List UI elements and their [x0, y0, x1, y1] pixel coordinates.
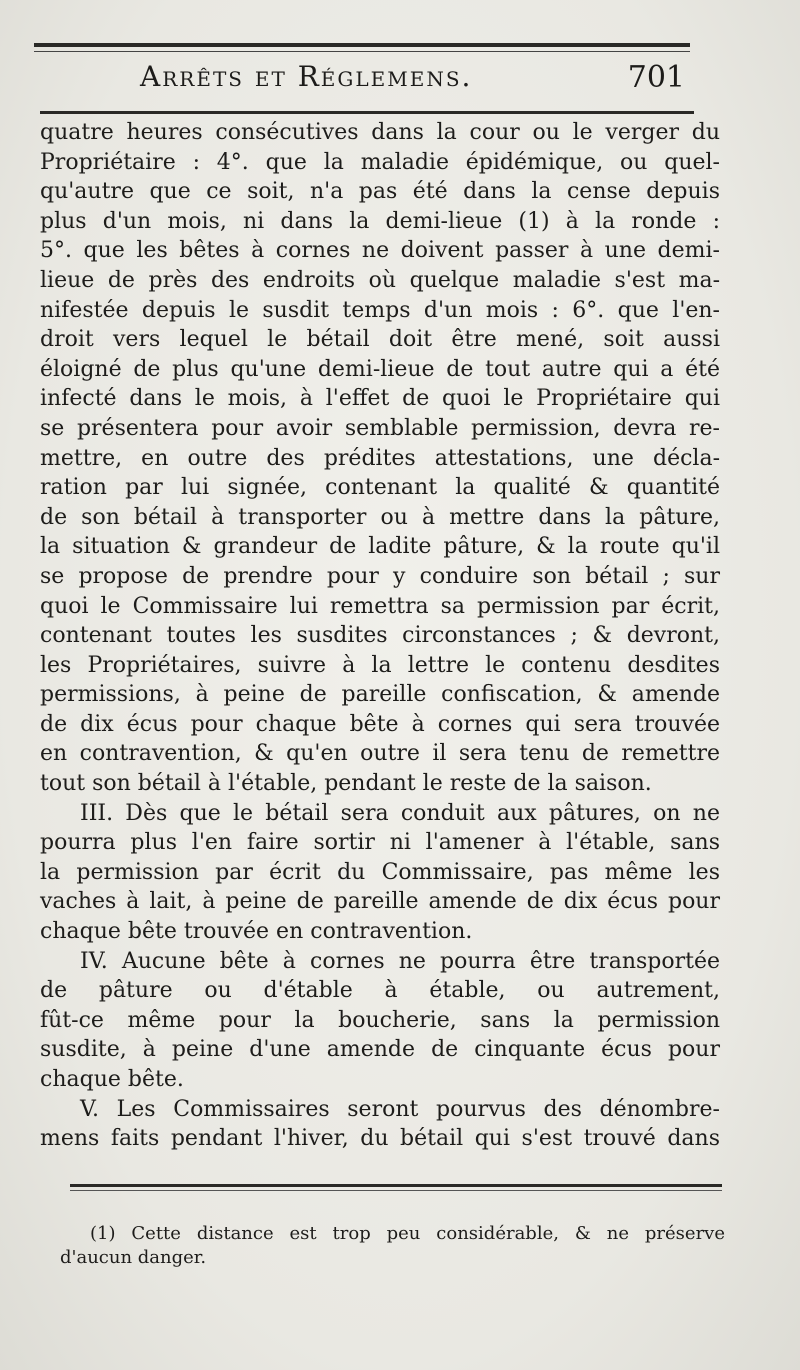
top-rule: [34, 43, 690, 47]
body-line: susdite, à peine d'une amende de cinquante écus pour: [40, 1037, 720, 1063]
body-line: plus d'un mois, ni dans la demi-lieue (1) à la ronde :: [40, 208, 720, 234]
footnote-line: d'aucun danger.: [60, 1247, 207, 1268]
running-head: Arrêts et Réglemens.: [140, 60, 473, 93]
footnote: [60, 1222, 725, 1270]
body-line: la permission par écrit du Commissaire, pas même les: [40, 859, 720, 885]
body-line: 5°. que les bêtes à cornes ne doivent passer à une demi-: [40, 238, 720, 264]
footnote-line: (1) Cette distance est trop peu considérable, & ne préserve: [90, 1223, 725, 1244]
page-number: 701: [627, 60, 685, 95]
body-line: nifestée depuis le susdit temps d'un mois : 6°. que l'en-: [40, 297, 720, 323]
body-line: fût-ce même pour la boucherie, sans la permission: [40, 1007, 720, 1033]
body-line: tout son bétail à l'étable, pendant le reste de la saison.: [40, 771, 652, 797]
body-line: en contravention, & qu'en outre il sera tenu de remettre: [40, 741, 720, 767]
body-line: lieue de près des endroits où quelque maladie s'est ma-: [40, 267, 720, 293]
body-line: mettre, en outre des prédites attestations, une décla-: [40, 445, 720, 471]
body-line: éloigné de plus qu'une demi-lieue de tout autre qui a été: [40, 356, 720, 382]
body-line: droit vers lequel le bétail doit être mené, soit aussi: [40, 327, 720, 353]
body-line: IV. Aucune bête à cornes ne pourra être transportée: [80, 948, 720, 974]
body-line: infecté dans le mois, à l'effet de quoi le Propriétaire qui: [40, 386, 720, 412]
body-line: ration par lui signée, contenant la qualité & quantité: [40, 475, 720, 501]
body-line: mens faits pendant l'hiver, du bétail qui s'est trouvé dans: [40, 1126, 720, 1152]
body-line: pourra plus l'en faire sortir ni l'amener à l'étable, sans: [40, 830, 720, 856]
body-line: quoi le Commissaire lui remettra sa permission par écrit,: [40, 593, 720, 619]
body-line: contenant toutes les susdites circonstances ; & devront,: [40, 623, 720, 649]
body-text: [40, 118, 720, 1154]
footnote-rule: [70, 1184, 722, 1187]
body-line: qu'autre que ce soit, n'a pas été dans la cense depuis: [40, 179, 720, 205]
body-line: de son bétail à transporter ou à mettre dans la pâture,: [40, 504, 720, 530]
body-line: les Propriétaires, suivre à la lettre le contenu desdites: [40, 652, 720, 678]
body-line: V. Les Commissaires seront pourvus des dénombre-: [80, 1096, 720, 1122]
body-line: de pâture ou d'étable à étable, ou autrement,: [40, 978, 720, 1004]
body-line: quatre heures consécutives dans la cour ou le verger du: [40, 120, 720, 145]
body-line: vaches à lait, à peine de pareille amende de dix écus pour: [40, 889, 720, 915]
body-line: se présentera pour avoir semblable permission, devra re-: [40, 415, 720, 441]
body-line: III. Dès que le bétail sera conduit aux pâtures, on ne: [80, 800, 720, 826]
body-line: se propose de prendre pour y conduire son bétail ; sur: [40, 563, 720, 589]
body-line: permissions, à peine de pareille confiscation, & amende: [40, 682, 720, 708]
header-rule: [40, 111, 694, 114]
body-line: de dix écus pour chaque bête à cornes qui sera trouvée: [40, 711, 720, 737]
body-line: chaque bête.: [40, 1067, 184, 1092]
page-header: [40, 60, 685, 100]
body-line: chaque bête trouvée en contravention.: [40, 919, 473, 945]
body-line: la situation & grandeur de ladite pâture, & la route qu'il: [40, 534, 720, 560]
body-line: Propriétaire : 4°. que la maladie épidémique, ou quel-: [40, 149, 720, 175]
